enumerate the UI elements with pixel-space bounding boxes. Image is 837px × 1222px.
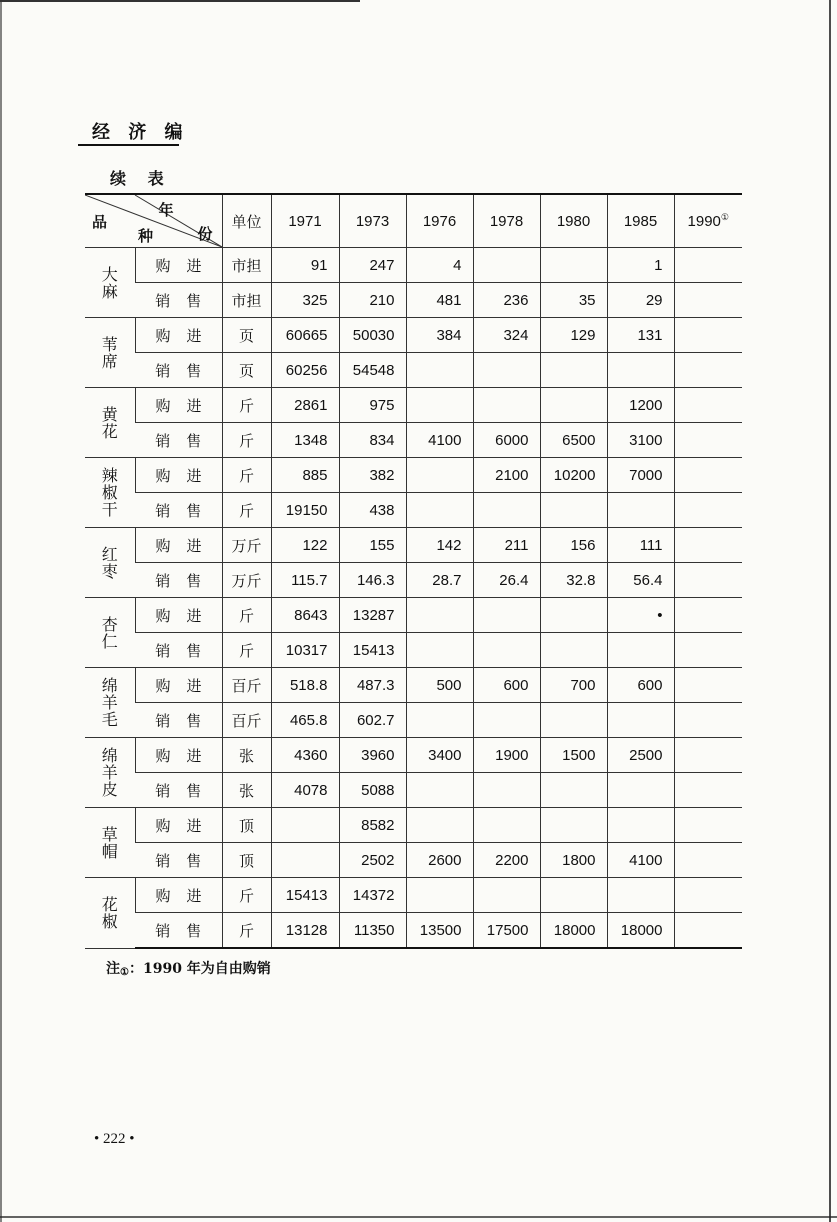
value-cell: 60665 — [271, 318, 339, 353]
value-cell — [271, 843, 339, 878]
action-cell — [135, 353, 222, 388]
unit-cell: 张 — [222, 773, 271, 808]
action-label: 销售 — [155, 431, 202, 450]
unit-cell: 斤 — [222, 913, 271, 949]
value-cell: 384 — [406, 318, 473, 353]
action-label: 购进 — [155, 466, 202, 485]
action-cell — [135, 808, 222, 843]
value-cell — [473, 808, 540, 843]
table-caption: 续 表 — [110, 169, 172, 188]
item-name-cell — [85, 388, 135, 458]
action-label: 销售 — [155, 921, 202, 940]
unit-cell: 斤 — [222, 878, 271, 913]
item-name-cell — [85, 458, 135, 528]
value-cell: 3960 — [339, 738, 406, 773]
value-cell — [674, 458, 742, 493]
table-row — [85, 353, 742, 388]
value-cell: 487.3 — [339, 668, 406, 703]
data-table — [85, 193, 742, 949]
table-row — [85, 668, 742, 703]
year-header: 1973 — [339, 194, 406, 248]
action-cell — [135, 668, 222, 703]
value-cell — [406, 493, 473, 528]
table-row — [85, 738, 742, 773]
value-cell — [540, 878, 607, 913]
action-label: 销售 — [155, 641, 202, 660]
unit-cell: 斤 — [222, 458, 271, 493]
value-cell — [406, 598, 473, 633]
value-cell — [674, 773, 742, 808]
scan-bottom-edge — [0, 1216, 837, 1218]
footnote-marker: ① — [720, 212, 729, 222]
value-cell — [473, 878, 540, 913]
value-cell — [607, 773, 674, 808]
value-cell — [473, 493, 540, 528]
value-cell — [674, 423, 742, 458]
value-cell — [674, 528, 742, 563]
value-cell: 465.8 — [271, 703, 339, 738]
value-cell: 1348 — [271, 423, 339, 458]
value-cell: 32.8 — [540, 563, 607, 598]
value-cell: 50030 — [339, 318, 406, 353]
value-cell: 602.7 — [339, 703, 406, 738]
value-cell: 35 — [540, 283, 607, 318]
scan-left-edge — [0, 0, 2, 1222]
value-cell: 17500 — [473, 913, 540, 949]
header-row — [85, 194, 742, 248]
value-cell — [674, 633, 742, 668]
corner-label-nian: 年 — [158, 201, 174, 219]
value-cell: 3100 — [607, 423, 674, 458]
scan-right-edge — [829, 0, 831, 1222]
item-name: 大麻 — [101, 264, 118, 301]
value-cell — [473, 353, 540, 388]
value-cell: 19150 — [271, 493, 339, 528]
value-cell: 56.4 — [607, 563, 674, 598]
value-cell: 2100 — [473, 458, 540, 493]
value-cell: 11350 — [339, 913, 406, 949]
item-name-cell — [85, 598, 135, 668]
item-name: 苇席 — [101, 334, 118, 371]
action-label: 销售 — [155, 361, 202, 380]
action-cell — [135, 913, 222, 949]
scan-top-line — [0, 0, 360, 2]
value-cell — [674, 703, 742, 738]
item-name: 草帽 — [101, 824, 118, 861]
value-cell — [540, 388, 607, 423]
value-cell — [674, 493, 742, 528]
year-header: 1978 — [473, 194, 540, 248]
action-label: 购进 — [155, 326, 202, 345]
value-cell: 5088 — [339, 773, 406, 808]
action-label: 购进 — [155, 816, 202, 835]
action-label: 购进 — [155, 886, 202, 905]
header-underline — [78, 144, 179, 146]
value-cell: 13128 — [271, 913, 339, 949]
item-name-cell — [85, 738, 135, 808]
value-cell: 4100 — [406, 423, 473, 458]
item-name: 花椒 — [101, 894, 118, 931]
value-cell: 13500 — [406, 913, 473, 949]
value-cell: 115.7 — [271, 563, 339, 598]
value-cell: 54548 — [339, 353, 406, 388]
value-cell: 28.7 — [406, 563, 473, 598]
value-cell — [674, 878, 742, 913]
unit-cell: 市担 — [222, 248, 271, 283]
value-cell: 518.8 — [271, 668, 339, 703]
action-cell — [135, 458, 222, 493]
corner-label-zhong: 种 — [138, 227, 154, 245]
value-cell: 975 — [339, 388, 406, 423]
value-cell: 29 — [607, 283, 674, 318]
value-cell — [674, 668, 742, 703]
value-cell — [406, 353, 473, 388]
value-cell — [674, 913, 742, 949]
footnote-mark: ① — [120, 967, 129, 978]
value-cell: 18000 — [607, 913, 674, 949]
value-cell: 2861 — [271, 388, 339, 423]
value-cell: 131 — [607, 318, 674, 353]
table-row — [85, 528, 742, 563]
value-cell — [540, 353, 607, 388]
action-label: 购进 — [155, 676, 202, 695]
action-cell — [135, 528, 222, 563]
value-cell: 600 — [473, 668, 540, 703]
value-cell: 210 — [339, 283, 406, 318]
corner-label-fen: 份 — [197, 225, 213, 243]
page-number: • 222 • — [94, 1131, 135, 1147]
value-cell: 111 — [607, 528, 674, 563]
value-cell — [674, 318, 742, 353]
value-cell: 2500 — [607, 738, 674, 773]
section-header: 经 济 编 — [92, 122, 189, 143]
value-cell — [674, 563, 742, 598]
table-row — [85, 248, 742, 283]
value-cell: 211 — [473, 528, 540, 563]
value-cell — [406, 878, 473, 913]
action-cell — [135, 738, 222, 773]
item-name: 红枣 — [101, 544, 118, 581]
value-cell: 10200 — [540, 458, 607, 493]
value-cell — [607, 493, 674, 528]
table-row — [85, 808, 742, 843]
value-cell: 247 — [339, 248, 406, 283]
value-cell: 1200 — [607, 388, 674, 423]
value-cell: 4 — [406, 248, 473, 283]
action-cell — [135, 388, 222, 423]
value-cell: 10317 — [271, 633, 339, 668]
unit-cell: 斤 — [222, 493, 271, 528]
action-cell — [135, 493, 222, 528]
value-cell — [540, 248, 607, 283]
value-cell — [540, 773, 607, 808]
value-cell — [607, 633, 674, 668]
unit-cell: 百斤 — [222, 668, 271, 703]
table-row — [85, 493, 742, 528]
value-cell: 324 — [473, 318, 540, 353]
value-cell: 481 — [406, 283, 473, 318]
value-cell — [473, 248, 540, 283]
action-label: 销售 — [155, 501, 202, 520]
footnote-text: ：1990 年为自由购销 — [128, 961, 271, 977]
value-cell: 600 — [607, 668, 674, 703]
value-cell: 885 — [271, 458, 339, 493]
unit-cell: 斤 — [222, 598, 271, 633]
item-name: 绵羊皮 — [101, 746, 118, 799]
unit-cell: 斤 — [222, 388, 271, 423]
value-cell: 15413 — [339, 633, 406, 668]
table-row — [85, 773, 742, 808]
value-cell: 382 — [339, 458, 406, 493]
value-cell — [674, 353, 742, 388]
value-cell: 7000 — [607, 458, 674, 493]
table-row — [85, 563, 742, 598]
value-cell — [473, 598, 540, 633]
value-cell: 60256 — [271, 353, 339, 388]
action-cell — [135, 423, 222, 458]
table-row — [85, 318, 742, 353]
value-cell — [674, 248, 742, 283]
value-cell — [473, 388, 540, 423]
table-row — [85, 703, 742, 738]
item-name-cell — [85, 878, 135, 949]
action-label: 购进 — [155, 396, 202, 415]
action-cell — [135, 318, 222, 353]
value-cell: 122 — [271, 528, 339, 563]
value-cell: 2600 — [406, 843, 473, 878]
action-label: 销售 — [155, 711, 202, 730]
table-row — [85, 598, 742, 633]
value-cell: 1500 — [540, 738, 607, 773]
action-cell — [135, 598, 222, 633]
value-cell: 4100 — [607, 843, 674, 878]
value-cell: 834 — [339, 423, 406, 458]
table-row — [85, 458, 742, 493]
item-name-cell — [85, 528, 135, 598]
value-cell: 236 — [473, 283, 540, 318]
footnote — [106, 958, 271, 978]
item-name: 辣椒干 — [101, 466, 118, 519]
value-cell: 4360 — [271, 738, 339, 773]
value-cell — [540, 493, 607, 528]
value-cell: 13287 — [339, 598, 406, 633]
action-label: 销售 — [155, 571, 202, 590]
table-row — [85, 878, 742, 913]
unit-cell: 顶 — [222, 843, 271, 878]
unit-cell: 百斤 — [222, 703, 271, 738]
table-row — [85, 913, 742, 949]
value-cell — [674, 738, 742, 773]
value-cell: 26.4 — [473, 563, 540, 598]
value-cell — [406, 808, 473, 843]
table-row — [85, 423, 742, 458]
unit-cell: 张 — [222, 738, 271, 773]
corner-label-pin: 品 — [92, 213, 108, 231]
action-label: 销售 — [155, 291, 202, 310]
item-name-cell — [85, 248, 135, 318]
year-header-1990 — [674, 194, 742, 248]
value-cell: 129 — [540, 318, 607, 353]
value-cell — [473, 773, 540, 808]
item-name: 杏仁 — [101, 614, 118, 651]
value-cell — [473, 703, 540, 738]
value-cell — [607, 808, 674, 843]
value-cell: 500 — [406, 668, 473, 703]
action-label: 销售 — [155, 851, 202, 870]
value-cell: 142 — [406, 528, 473, 563]
item-name-cell — [85, 808, 135, 878]
year-label: 1990 — [687, 213, 721, 230]
item-name-cell — [85, 318, 135, 388]
value-cell — [473, 633, 540, 668]
table-row — [85, 283, 742, 318]
value-cell: 1 — [607, 248, 674, 283]
value-cell — [540, 598, 607, 633]
unit-header: 单位 — [222, 194, 271, 248]
year-header: 1971 — [271, 194, 339, 248]
value-cell: • — [607, 598, 674, 633]
value-cell: 2502 — [339, 843, 406, 878]
value-cell: 1800 — [540, 843, 607, 878]
value-cell: 2200 — [473, 843, 540, 878]
value-cell: 438 — [339, 493, 406, 528]
year-header: 1980 — [540, 194, 607, 248]
item-name: 绵羊毛 — [101, 676, 118, 729]
action-cell — [135, 248, 222, 283]
corner-header-cell — [85, 194, 222, 248]
action-cell — [135, 843, 222, 878]
value-cell — [674, 843, 742, 878]
year-header: 1976 — [406, 194, 473, 248]
value-cell — [406, 388, 473, 423]
value-cell: 8643 — [271, 598, 339, 633]
item-name: 黄花 — [101, 404, 118, 441]
value-cell: 325 — [271, 283, 339, 318]
value-cell — [540, 808, 607, 843]
value-cell — [607, 878, 674, 913]
action-label: 购进 — [155, 536, 202, 555]
action-label: 购进 — [155, 606, 202, 625]
value-cell: 146.3 — [339, 563, 406, 598]
action-label: 购进 — [155, 256, 202, 275]
action-label: 购进 — [155, 746, 202, 765]
value-cell: 155 — [339, 528, 406, 563]
value-cell: 91 — [271, 248, 339, 283]
value-cell: 15413 — [271, 878, 339, 913]
value-cell — [674, 808, 742, 843]
value-cell: 1900 — [473, 738, 540, 773]
value-cell: 18000 — [540, 913, 607, 949]
action-cell — [135, 283, 222, 318]
value-cell — [674, 388, 742, 423]
footnote-prefix: 注 — [106, 961, 120, 977]
value-cell — [406, 633, 473, 668]
unit-cell: 万斤 — [222, 528, 271, 563]
action-label: 销售 — [155, 781, 202, 800]
value-cell — [271, 808, 339, 843]
value-cell — [406, 458, 473, 493]
unit-cell: 斤 — [222, 423, 271, 458]
table-row — [85, 388, 742, 423]
value-cell — [674, 283, 742, 318]
table-row — [85, 843, 742, 878]
value-cell — [540, 703, 607, 738]
value-cell: 700 — [540, 668, 607, 703]
action-cell — [135, 878, 222, 913]
value-cell: 6500 — [540, 423, 607, 458]
value-cell: 3400 — [406, 738, 473, 773]
unit-cell: 顶 — [222, 808, 271, 843]
unit-cell: 页 — [222, 318, 271, 353]
unit-cell: 万斤 — [222, 563, 271, 598]
table-row — [85, 633, 742, 668]
value-cell — [406, 703, 473, 738]
action-cell — [135, 703, 222, 738]
action-cell — [135, 563, 222, 598]
value-cell — [607, 353, 674, 388]
year-header: 1985 — [607, 194, 674, 248]
unit-cell: 市担 — [222, 283, 271, 318]
value-cell — [607, 703, 674, 738]
item-name-cell — [85, 668, 135, 738]
value-cell: 6000 — [473, 423, 540, 458]
value-cell — [406, 773, 473, 808]
action-cell — [135, 633, 222, 668]
action-cell — [135, 773, 222, 808]
value-cell: 4078 — [271, 773, 339, 808]
value-cell — [674, 598, 742, 633]
value-cell: 14372 — [339, 878, 406, 913]
unit-cell: 页 — [222, 353, 271, 388]
value-cell: 156 — [540, 528, 607, 563]
value-cell: 8582 — [339, 808, 406, 843]
value-cell — [540, 633, 607, 668]
unit-cell: 斤 — [222, 633, 271, 668]
